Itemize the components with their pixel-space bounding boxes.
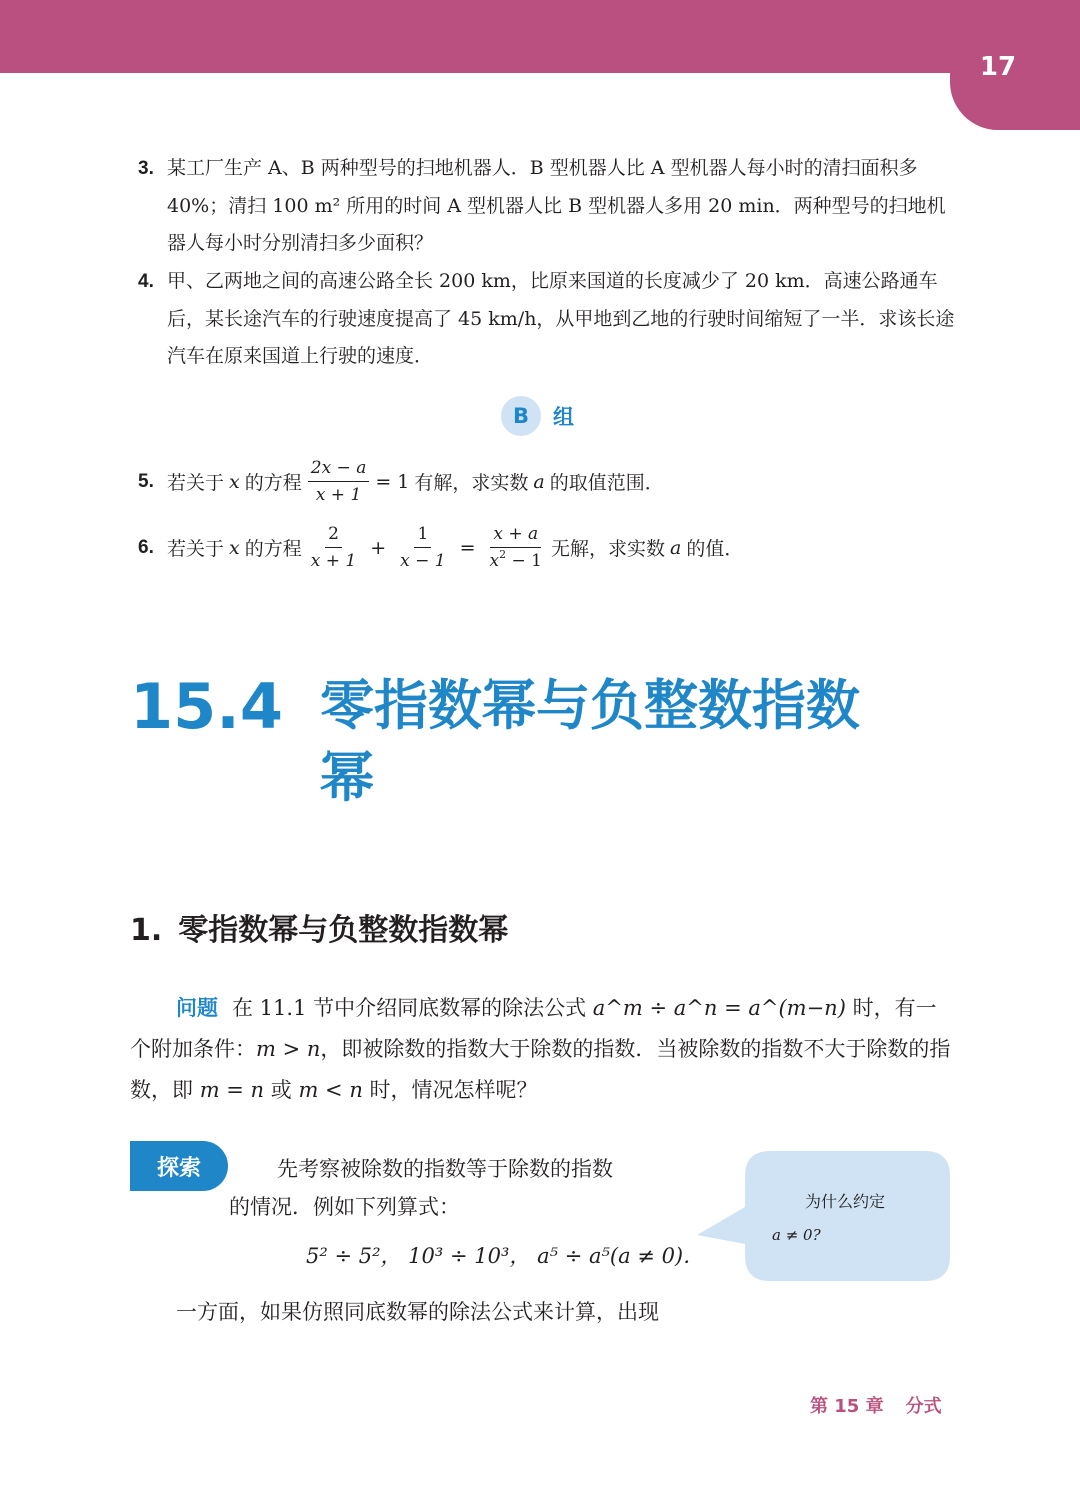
problem-keyword: 问题	[176, 996, 218, 1020]
exercise-3	[138, 150, 958, 263]
fraction-denominator	[487, 548, 545, 571]
exercise-number: 3.	[138, 158, 154, 179]
text: 若关于	[167, 538, 225, 560]
fraction	[308, 458, 370, 505]
subsection-title: 零指数幂与负整数指数幂	[178, 913, 509, 948]
denominator-base: x	[489, 551, 500, 571]
text: 的方程	[244, 472, 302, 494]
denominator-rest: − 1	[511, 551, 542, 571]
text: 无解，求实数	[551, 538, 666, 560]
section-title: 零指数幂与负整数指数幂	[320, 674, 860, 809]
bubble-condition: a ≠ 0?	[772, 1226, 821, 1244]
problem-paragraph	[130, 988, 952, 1111]
parameter: a	[670, 536, 682, 559]
text: 的值．	[686, 538, 744, 560]
division-formula: a^m ÷ a^n = a^(m−n)	[592, 996, 846, 1020]
text: 在 11.1 节中介绍同底数幂的除法公式	[232, 996, 587, 1020]
subsection-heading	[130, 905, 508, 949]
fraction	[487, 524, 545, 571]
text: 时，有一个附加条件：	[130, 996, 937, 1061]
fraction-denominator: x + 1	[315, 485, 362, 505]
text: 的取值范围．	[549, 472, 664, 494]
fraction-numerator: 2	[325, 524, 342, 548]
exercise-number: 5.	[138, 470, 154, 492]
equation-rhs: = 1	[375, 470, 410, 493]
fraction-denominator: x − 1	[400, 551, 446, 571]
explore-line: 先考察被除数的指数等于除数的指数	[277, 1157, 613, 1181]
section-number: 15.4	[130, 670, 283, 743]
group-word: 组	[553, 405, 574, 429]
condition: m < n	[298, 1078, 363, 1102]
text: 有解，求实数	[414, 472, 529, 494]
bubble-shape	[697, 1151, 950, 1281]
chapter-footer	[810, 1392, 942, 1418]
fraction-numerator: 2x − a	[308, 458, 370, 482]
fraction-numerator: 1	[414, 524, 431, 548]
operator: +	[370, 536, 387, 559]
exercise-4	[138, 263, 958, 376]
denominator-exponent: 2	[499, 548, 507, 561]
condition: m = n	[199, 1078, 265, 1102]
text: 的方程	[244, 538, 302, 560]
parameter: a	[533, 470, 545, 493]
explore-tag: 探索	[130, 1141, 228, 1191]
page-number: 17	[979, 52, 1017, 82]
variable: x	[229, 470, 240, 493]
exercise-text: 某工厂生产 A、B 两种型号的扫地机器人．B 型机器人比 A 型机器人每小时的清扫面积多 40%；清扫 100 m² 所用的时间 A 型机器人比 B 型机器人多用 20 min．两种型号的扫地机器人每小时分别清扫多少面积？	[167, 157, 946, 254]
operator: =	[459, 536, 476, 559]
explore-text	[229, 1150, 699, 1226]
header-band	[0, 0, 1080, 73]
text: ，即被除数的指数大于除数的指数．当被除数的指数不大于除数的指数，即	[130, 1037, 951, 1102]
group-b-badge: B	[501, 396, 541, 436]
speech-bubble	[697, 1151, 950, 1281]
variable: x	[229, 536, 240, 559]
calculation-examples: 5² ÷ 5²， 10³ ÷ 10³， a⁵ ÷ a⁵(a ≠ 0)．	[306, 1244, 705, 1268]
exercise-text: 甲、乙两地之间的高速公路全长 200 km，比原来国道的长度减少了 20 km．高速公路通车后，某长途汽车的行驶速度提高了 45 km/h，从甲地到乙地的行驶时间缩短了一半．求该长途汽车在原来国道上行驶的速度．	[167, 270, 955, 367]
condition: m > n	[256, 1037, 321, 1061]
exercise-6	[138, 524, 743, 571]
text: 若关于	[167, 472, 225, 494]
explore-line: 的情况．例如下列算式：	[229, 1195, 460, 1219]
bubble-question: 为什么约定	[805, 1192, 886, 1211]
chapter-number: 第 15 章	[810, 1396, 884, 1417]
subsection-dot: .	[150, 913, 163, 948]
chapter-title: 分式	[905, 1396, 942, 1417]
text: 时，情况怎样呢？	[369, 1078, 538, 1102]
exercise-number: 4.	[138, 271, 154, 292]
group-b-heading	[501, 396, 574, 436]
fraction	[397, 524, 448, 571]
fraction-denominator: x + 1	[310, 551, 357, 571]
exercise-5	[138, 458, 664, 505]
fraction	[308, 524, 359, 571]
explore-line: 一方面，如果仿照同底数幂的除法公式来计算，出现	[176, 1300, 659, 1324]
text: 或	[270, 1078, 292, 1102]
fraction-numerator: x + a	[490, 524, 541, 548]
subsection-number: 1	[130, 913, 151, 948]
exercise-number: 6.	[138, 536, 154, 558]
